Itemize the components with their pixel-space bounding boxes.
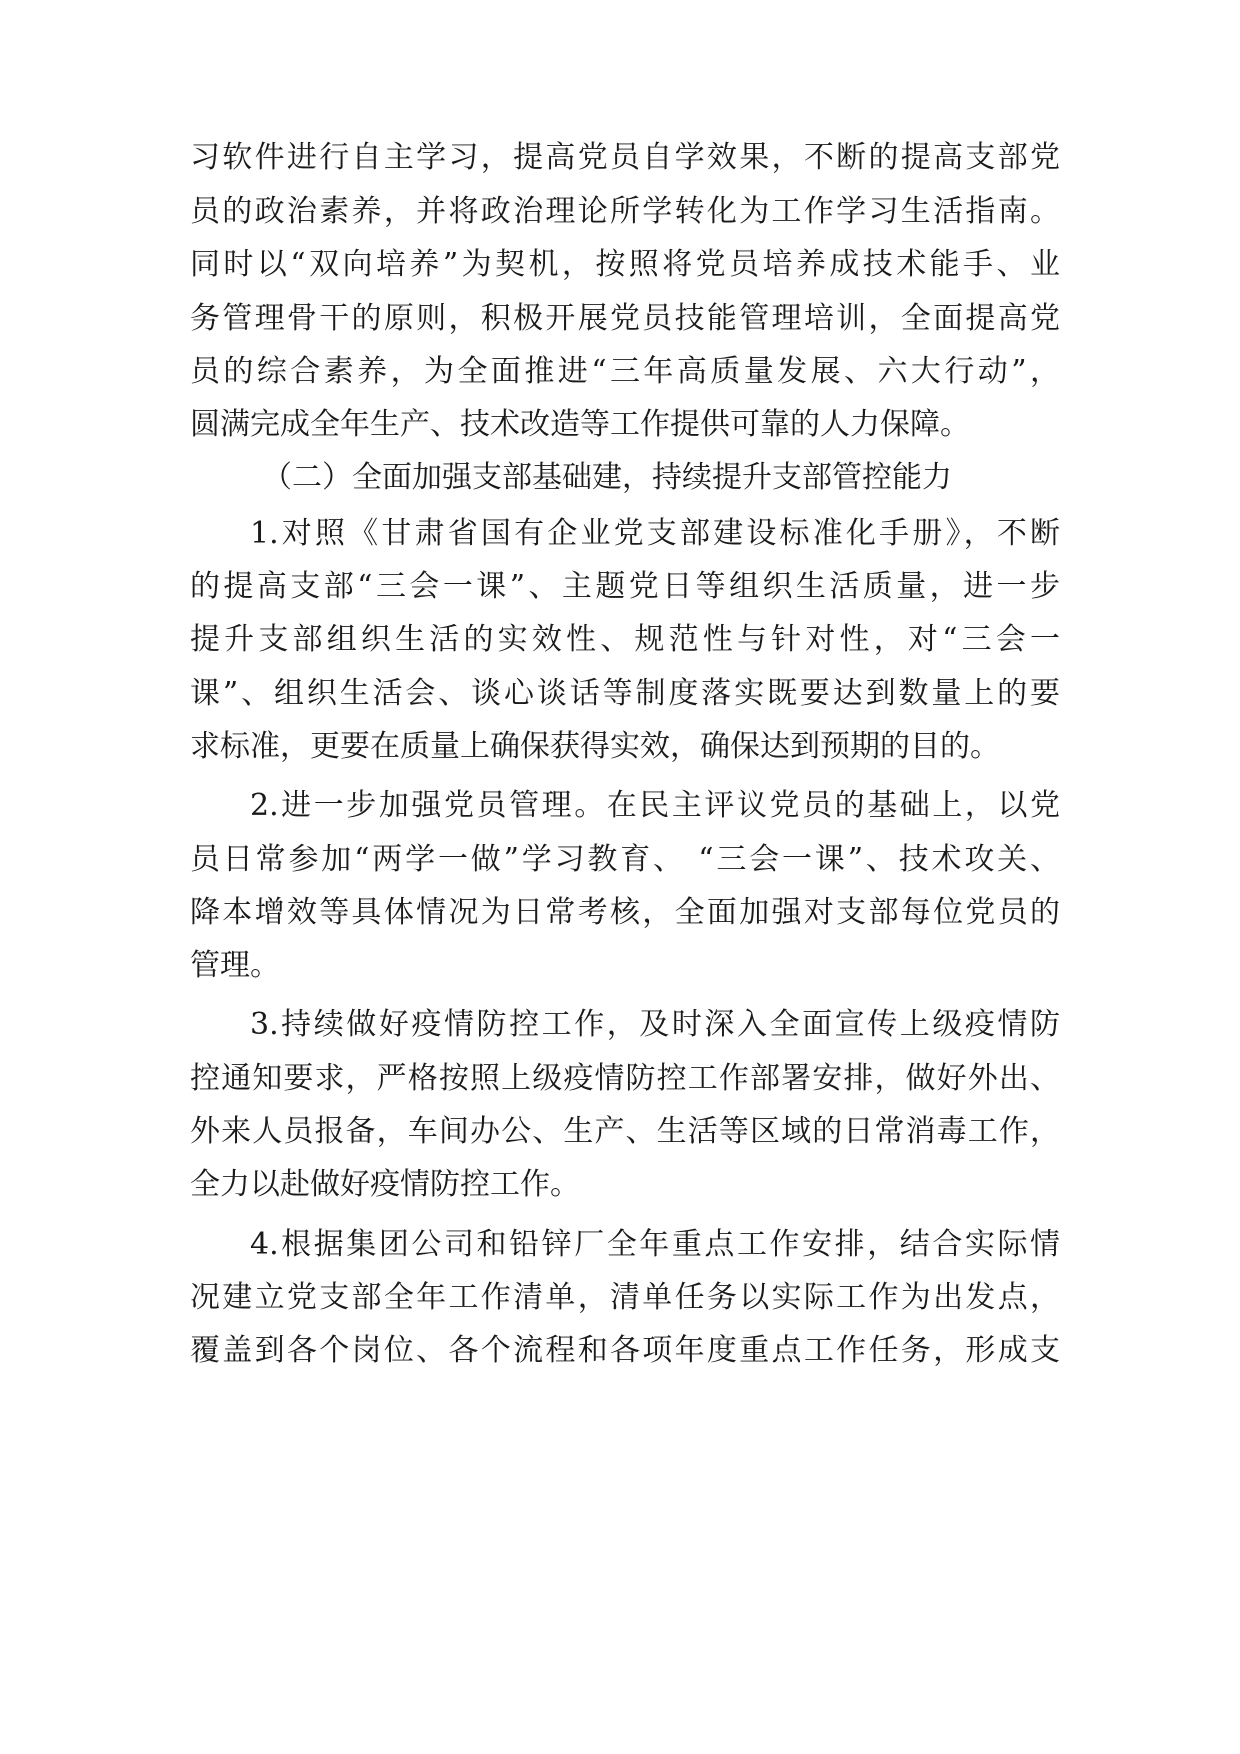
text-line: 提升支部组织生活的实效性、规范性与针对性，对“三会一 [190,622,1060,657]
paragraph-first-line: 3.持续做好疫情防控工作，及时深入全面宣传上级疫情防 [250,1007,1060,1042]
text-line: 控通知要求，严格按照上级疫情防控工作部署安排，做好外出、 [190,1061,1060,1096]
text-line: 课”、组织生活会、谈心谈话等制度落实既要达到数量上的要 [190,676,1060,711]
text-line: 求标准，更要在质量上确保获得实效，确保达到预期的目的。 [190,729,1000,764]
text-line: 员的综合素养，为全面推进“三年高质量发展、六大行动”， [190,354,1060,389]
paragraph-first-line: 4.根据集团公司和铅锌厂全年重点工作安排，结合实际情 [250,1227,1060,1262]
text-line: 降本增效等具体情况为日常考核，全面加强对支部每位党员的 [190,895,1060,930]
paragraph-first-line: 2.进一步加强党员管理。在民主评议党员的基础上，以党 [250,788,1060,823]
text-line: 员日常参加“两学一做”学习教育、 “三会一课”、技术攻关、 [190,842,1060,877]
text-line: 同时以“双向培养”为契机，按照将党员培养成技术能手、业 [190,247,1060,282]
text-line: 习软件进行自主学习，提高党员自学效果，不断的提高支部党 [190,140,1060,175]
text-line: 管理。 [190,948,280,983]
text-line: 覆盖到各个岗位、各个流程和各项年度重点工作任务，形成支 [190,1333,1060,1368]
text-line: 外来人员报备，车间办公、生产、生活等区域的日常消毒工作， [190,1114,1060,1149]
text-line: 全力以赴做好疫情防控工作。 [190,1167,580,1202]
text-line: 员的政治素养，并将政治理论所学转化为工作学习生活指南。 [190,194,1060,229]
text-line: 的提高支部“三会一课”、主题党日等组织生活质量，进一步 [190,569,1060,604]
text-line: 务管理骨干的原则，积极开展党员技能管理培训，全面提高党 [190,301,1060,336]
paragraph-first-line: 1.对照《甘肃省国有企业党支部建设标准化手册》，不断 [250,516,1060,551]
text-line: 圆满完成全年生产、技术改造等工作提供可靠的人力保障。 [190,407,970,442]
section-heading: （二）全面加强支部基础建，持续提升支部管控能力 [262,460,952,495]
text-line: 况建立党支部全年工作清单，清单任务以实际工作为出发点， [190,1280,1060,1315]
